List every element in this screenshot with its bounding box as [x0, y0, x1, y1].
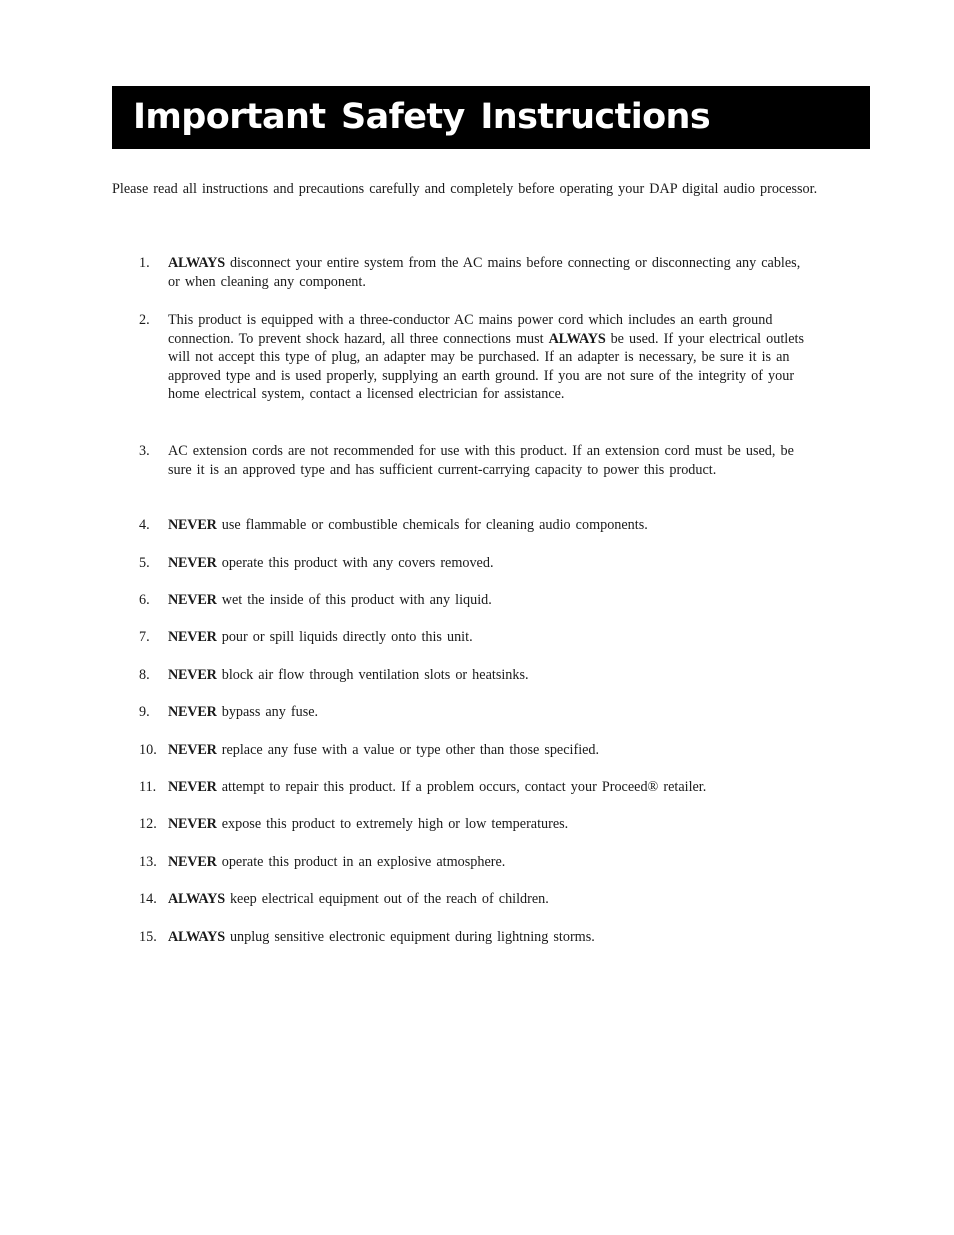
- list-item: [139, 928, 809, 947]
- item-text: [168, 311, 809, 404]
- item-text: [168, 442, 809, 479]
- list-item: [139, 890, 809, 909]
- item-text: [168, 628, 809, 647]
- item-number: 9.: [139, 704, 150, 720]
- list-item: [139, 554, 809, 573]
- item-body: keep electrical equipment out of the reach of children.: [224, 891, 549, 907]
- item-number: 7.: [139, 629, 150, 645]
- list-item: [139, 741, 809, 760]
- item-text: [168, 516, 809, 535]
- item-body: wet the inside of this product with any liquid.: [216, 592, 492, 608]
- item-keyword: NEVER: [168, 592, 217, 608]
- item-keyword: NEVER: [168, 555, 217, 571]
- item-number: 14.: [139, 891, 157, 907]
- item-keyword: NEVER: [168, 854, 217, 870]
- list-item: [139, 815, 809, 834]
- item-body-continued: be used. If your electrical outlets will not accept this type of plug, an adapter may be purchased. If an adapter is necessary, be sure it is an approved type and is used properly, supplying an earth ground. If you are not sure of the integrity of your home electrical system, contact a licensed electrician for assistance.: [168, 330, 805, 403]
- item-keyword: NEVER: [168, 742, 217, 758]
- item-body: operate this product in an explosive atmosphere.: [216, 854, 506, 870]
- item-text: [168, 666, 809, 685]
- item-body: disconnect your entire system from the AC mains before connecting or disconnecting any cables, or when cleaning any component.: [168, 255, 801, 290]
- item-body: attempt to repair this product. If a problem occurs, contact your Proceed® retailer.: [216, 779, 707, 795]
- item-text: [168, 853, 809, 872]
- list-item: [139, 666, 809, 685]
- item-body: bypass any fuse.: [216, 704, 319, 720]
- item-body: expose this product to extremely high or low temperatures.: [216, 816, 569, 832]
- item-keyword: NEVER: [168, 517, 217, 533]
- item-text: [168, 741, 809, 760]
- item-text: [168, 778, 809, 797]
- item-body: pour or spill liquids directly onto this unit.: [216, 629, 473, 645]
- item-body: AC extension cords are not recommended for use with this product. If an extension cord must be used, be sure it is an approved type and has sufficient current-carrying capacity to power this product.: [168, 443, 794, 478]
- title-bar: [112, 86, 870, 149]
- item-number: 6.: [139, 592, 150, 608]
- item-text: [168, 703, 809, 722]
- item-number: 3.: [139, 443, 150, 459]
- item-body: operate this product with any covers removed.: [216, 555, 494, 571]
- list-item: [139, 311, 809, 404]
- item-number: 1.: [139, 255, 150, 271]
- item-keyword: ALWAYS: [168, 891, 225, 907]
- list-item: [139, 628, 809, 647]
- item-number: 2.: [139, 312, 150, 328]
- item-body: block air flow through ventilation slots or heatsinks.: [216, 667, 529, 683]
- list-item: [139, 254, 809, 291]
- item-number: 8.: [139, 667, 150, 683]
- item-keyword: ALWAYS: [548, 330, 606, 347]
- list-item: [139, 703, 809, 722]
- item-keyword: ALWAYS: [168, 929, 225, 945]
- item-number: 12.: [139, 816, 157, 832]
- item-number: 5.: [139, 555, 150, 571]
- item-text: [168, 554, 809, 573]
- intro-paragraph: Please read all instructions and precautions carefully and completely before operating your DAP digital audio processor.: [112, 181, 818, 197]
- list-item: [139, 853, 809, 872]
- item-text: [168, 890, 809, 909]
- item-text: [168, 815, 809, 834]
- item-keyword: ALWAYS: [168, 255, 225, 271]
- item-keyword: NEVER: [168, 667, 217, 683]
- list-item: [139, 591, 809, 610]
- item-keyword: NEVER: [168, 629, 217, 645]
- item-number: 13.: [139, 854, 157, 870]
- item-number: 15.: [139, 929, 157, 945]
- item-body: unplug sensitive electronic equipment during lightning storms.: [224, 929, 595, 945]
- item-number: 10.: [139, 742, 157, 758]
- item-text: [168, 591, 809, 610]
- item-keyword: NEVER: [168, 704, 217, 720]
- item-body: This product is equipped with a three-conductor AC mains power cord which includes an earth ground connection. To prevent shock hazard, all three connections must: [168, 312, 773, 347]
- item-keyword: NEVER: [168, 779, 217, 795]
- item-text: [168, 254, 809, 291]
- item-number: 4.: [139, 517, 150, 533]
- list-item: [139, 442, 809, 479]
- list-item: [139, 516, 809, 535]
- item-body: replace any fuse with a value or type other than those specified.: [216, 742, 600, 758]
- list-item: [139, 778, 809, 797]
- item-body: use flammable or combustible chemicals for cleaning audio components.: [216, 517, 648, 533]
- item-keyword: NEVER: [168, 816, 217, 832]
- item-text: [168, 928, 809, 947]
- item-number: 11.: [139, 779, 157, 795]
- page-title: Important Safety Instructions: [133, 97, 711, 137]
